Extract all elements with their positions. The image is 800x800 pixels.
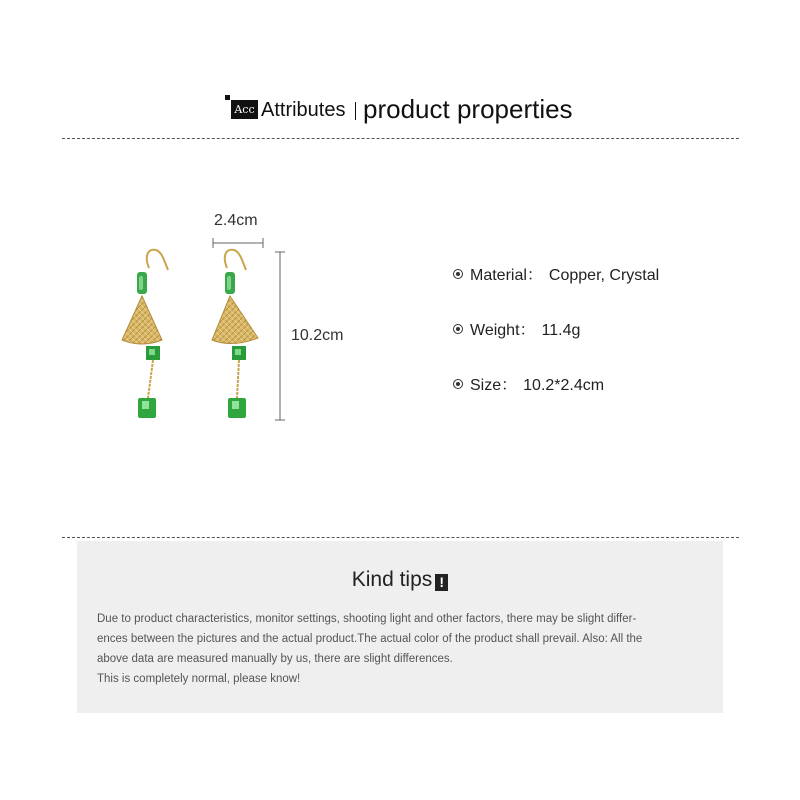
property-size [453, 372, 604, 395]
earring-left [122, 250, 168, 418]
width-dimension-line [213, 238, 263, 248]
property-key: Size： [470, 377, 518, 394]
tips-line: ences between the pictures and the actual product.The actual color of the product shall prevail. Also: All the [97, 633, 643, 645]
width-label: 2.4cm [214, 212, 258, 229]
kind-tips-body [97, 609, 709, 689]
section-header [0, 92, 800, 132]
kind-tips-title-text: Kind tips [351, 568, 433, 591]
property-key: Material： [470, 267, 543, 284]
property-weight [453, 317, 580, 340]
bullet-icon [453, 324, 463, 334]
tips-line: Due to product characteristics, monitor settings, shooting light and other factors, there may be slight differ- [97, 613, 637, 625]
property-value: 11.4g [541, 322, 581, 339]
property-value: Copper, Crystal [548, 267, 660, 284]
dashed-divider-bottom [62, 537, 739, 538]
warning-icon: ! [435, 574, 448, 591]
tips-line: above data are measured manually by us, there are slight differences. [97, 653, 453, 665]
header-divider [355, 102, 356, 120]
height-label: 10.2cm [291, 327, 344, 344]
bullet-icon [453, 269, 463, 279]
kind-tips-panel [77, 541, 723, 713]
property-key: Weight： [470, 322, 536, 339]
dashed-divider-top [62, 138, 739, 139]
earring-right [212, 250, 258, 418]
header-dot [225, 95, 230, 100]
bullet-icon [453, 379, 463, 389]
property-material [453, 262, 659, 285]
tips-line: This is completely normal, please know! [97, 673, 301, 685]
kind-tips-title [77, 568, 723, 592]
attributes-label: Attributes [261, 99, 346, 121]
page-title: product properties [363, 94, 573, 124]
property-value: 10.2*2.4cm [523, 377, 605, 394]
height-dimension-line [275, 252, 285, 420]
earring-pair-icon [120, 200, 380, 440]
acc-label: Acc [231, 100, 258, 119]
